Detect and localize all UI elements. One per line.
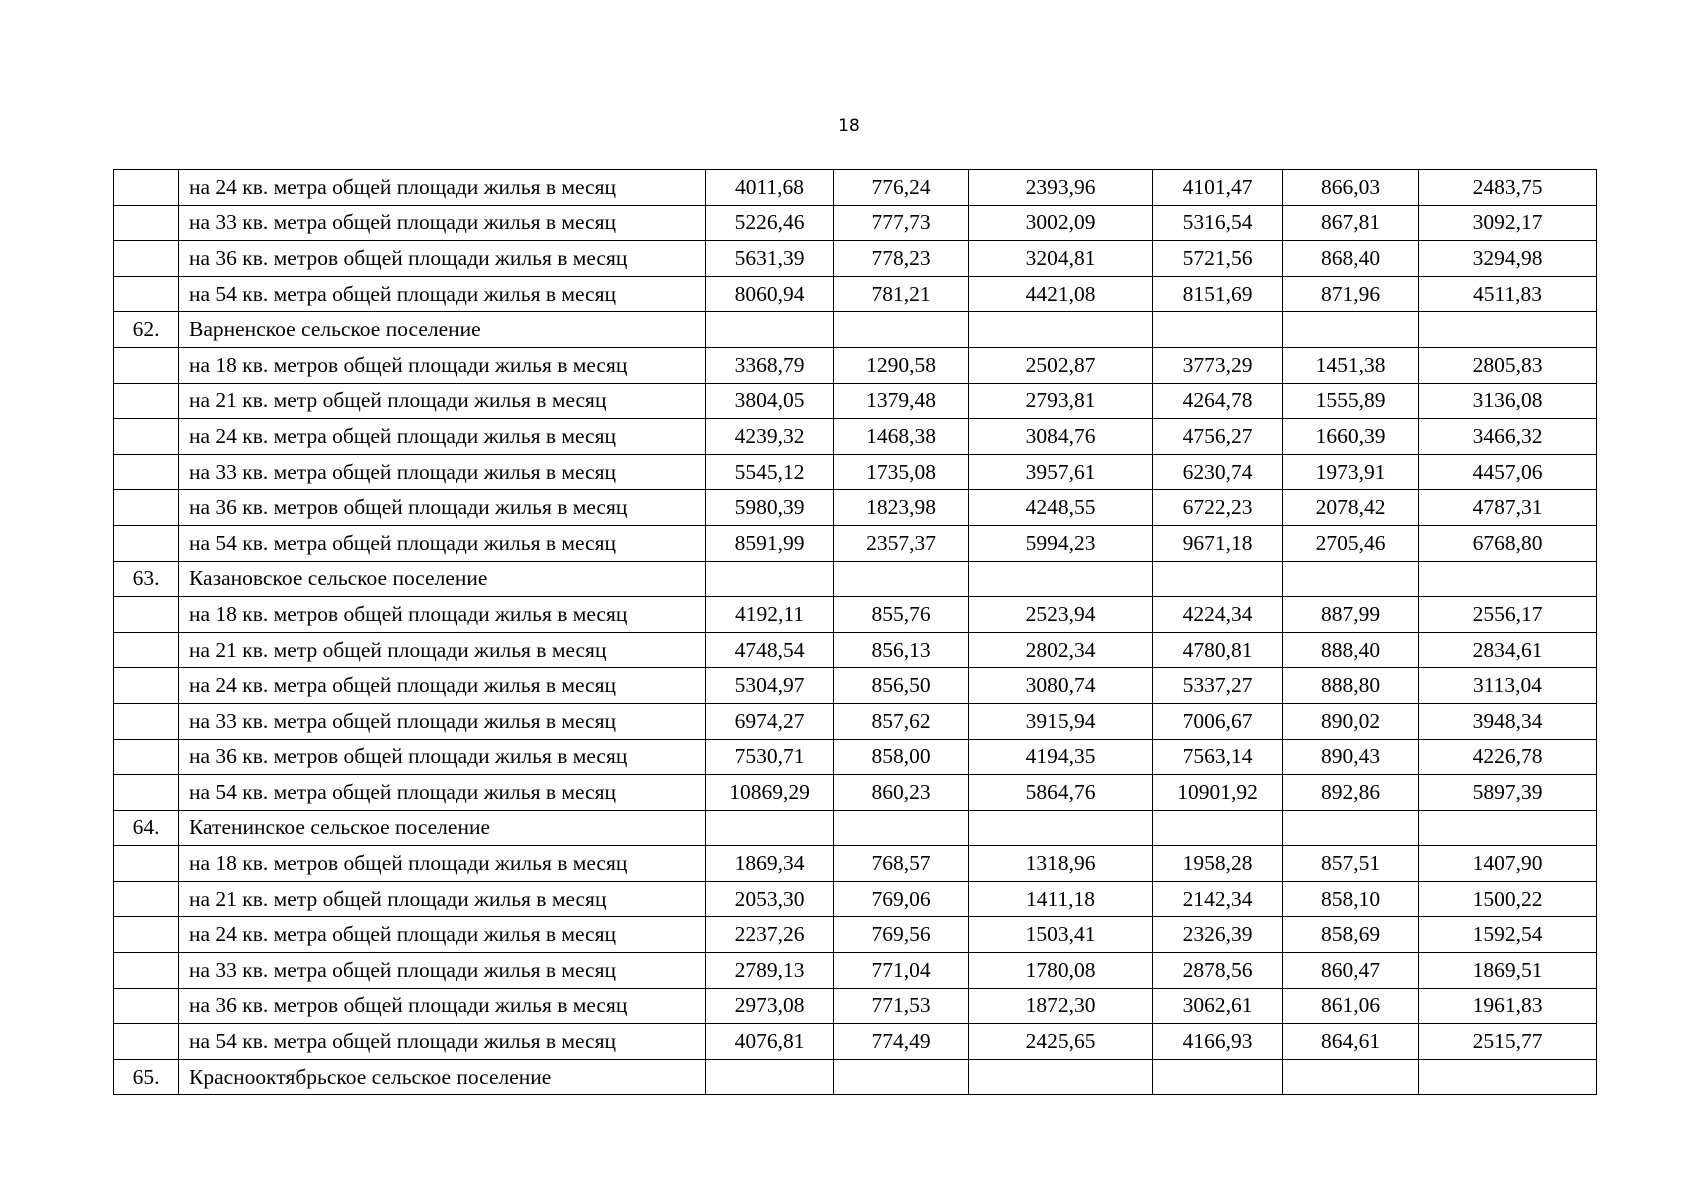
row-number-cell (114, 419, 179, 455)
value-col-1-cell (706, 810, 834, 846)
area-description-cell: на 24 кв. метра общей площади жилья в месяц (179, 170, 706, 206)
area-description-cell: на 24 кв. метра общей площади жилья в месяц (179, 917, 706, 953)
area-description-cell: на 36 кв. метров общей площади жилья в месяц (179, 988, 706, 1024)
value-col-3-cell: 3957,61 (969, 454, 1153, 490)
value-col-6-cell (1419, 810, 1597, 846)
area-description-cell: на 18 кв. метров общей площади жилья в месяц (179, 846, 706, 882)
value-col-1-cell (706, 1059, 834, 1095)
area-description-cell: на 21 кв. метр общей площади жилья в месяц (179, 881, 706, 917)
value-col-5-cell: 858,10 (1283, 881, 1419, 917)
value-col-2-cell: 781,21 (834, 276, 969, 312)
value-col-2-cell: 771,04 (834, 953, 969, 989)
value-col-1-cell: 2973,08 (706, 988, 834, 1024)
value-col-2-cell: 857,62 (834, 703, 969, 739)
area-description-cell: на 33 кв. метра общей площади жилья в месяц (179, 205, 706, 241)
value-col-3-cell: 3915,94 (969, 703, 1153, 739)
value-col-1-cell: 6974,27 (706, 703, 834, 739)
value-col-4-cell (1153, 1059, 1283, 1095)
row-number-cell (114, 383, 179, 419)
value-col-4-cell: 4756,27 (1153, 419, 1283, 455)
table-row (114, 170, 1597, 206)
value-col-4-cell: 9671,18 (1153, 525, 1283, 561)
value-col-4-cell: 4166,93 (1153, 1024, 1283, 1060)
row-number-cell: 63. (114, 561, 179, 597)
row-number-cell (114, 241, 179, 277)
area-description-cell: на 18 кв. метров общей площади жилья в месяц (179, 347, 706, 383)
value-col-5-cell: 892,86 (1283, 775, 1419, 811)
value-col-6-cell: 1500,22 (1419, 881, 1597, 917)
table-row (114, 419, 1597, 455)
row-number-cell (114, 703, 179, 739)
value-col-2-cell: 778,23 (834, 241, 969, 277)
value-col-4-cell: 5721,56 (1153, 241, 1283, 277)
row-number-cell (114, 170, 179, 206)
value-col-3-cell: 3002,09 (969, 205, 1153, 241)
value-col-4-cell: 4780,81 (1153, 632, 1283, 668)
value-col-4-cell: 5337,27 (1153, 668, 1283, 704)
row-number-cell (114, 953, 179, 989)
value-col-2-cell: 860,23 (834, 775, 969, 811)
value-col-2-cell: 1468,38 (834, 419, 969, 455)
area-description-cell: на 33 кв. метра общей площади жилья в месяц (179, 703, 706, 739)
value-col-5-cell: 858,69 (1283, 917, 1419, 953)
value-col-4-cell (1153, 561, 1283, 597)
table-row (114, 347, 1597, 383)
row-number-cell (114, 917, 179, 953)
value-col-1-cell: 5631,39 (706, 241, 834, 277)
value-col-3-cell (969, 561, 1153, 597)
value-col-5-cell: 888,80 (1283, 668, 1419, 704)
value-col-1-cell: 5545,12 (706, 454, 834, 490)
value-col-6-cell: 1869,51 (1419, 953, 1597, 989)
value-col-3-cell: 2393,96 (969, 170, 1153, 206)
value-col-6-cell: 3466,32 (1419, 419, 1597, 455)
value-col-5-cell: 1660,39 (1283, 419, 1419, 455)
value-col-3-cell: 1318,96 (969, 846, 1153, 882)
value-col-6-cell: 2483,75 (1419, 170, 1597, 206)
value-col-5-cell (1283, 1059, 1419, 1095)
value-col-4-cell: 8151,69 (1153, 276, 1283, 312)
value-col-1-cell: 5980,39 (706, 490, 834, 526)
area-description-cell: на 36 кв. метров общей площади жилья в месяц (179, 490, 706, 526)
value-col-1-cell (706, 561, 834, 597)
value-col-6-cell: 3136,08 (1419, 383, 1597, 419)
value-col-6-cell: 4511,83 (1419, 276, 1597, 312)
value-col-5-cell (1283, 312, 1419, 348)
value-col-6-cell: 6768,80 (1419, 525, 1597, 561)
value-col-2-cell: 855,76 (834, 597, 969, 633)
value-col-5-cell: 890,02 (1283, 703, 1419, 739)
area-description-cell: на 36 кв. метров общей площади жилья в месяц (179, 241, 706, 277)
value-col-2-cell: 856,50 (834, 668, 969, 704)
value-col-5-cell: 867,81 (1283, 205, 1419, 241)
value-col-2-cell: 1290,58 (834, 347, 969, 383)
row-number-cell (114, 1024, 179, 1060)
row-number-cell (114, 490, 179, 526)
value-col-5-cell: 1555,89 (1283, 383, 1419, 419)
value-col-2-cell: 776,24 (834, 170, 969, 206)
value-col-6-cell: 5897,39 (1419, 775, 1597, 811)
value-col-6-cell: 4226,78 (1419, 739, 1597, 775)
row-number-cell (114, 775, 179, 811)
value-col-3-cell: 2802,34 (969, 632, 1153, 668)
value-col-4-cell: 2326,39 (1153, 917, 1283, 953)
value-col-3-cell: 5864,76 (969, 775, 1153, 811)
value-col-4-cell: 5316,54 (1153, 205, 1283, 241)
area-description-cell: на 54 кв. метра общей площади жилья в месяц (179, 276, 706, 312)
table-row (114, 632, 1597, 668)
value-col-5-cell: 1451,38 (1283, 347, 1419, 383)
value-col-3-cell: 4421,08 (969, 276, 1153, 312)
value-col-1-cell: 7530,71 (706, 739, 834, 775)
row-number-cell (114, 454, 179, 490)
value-col-2-cell (834, 312, 969, 348)
settlement-name-cell: Казановское сельское поселение (179, 561, 706, 597)
table-row (114, 703, 1597, 739)
area-description-cell: на 54 кв. метра общей площади жилья в месяц (179, 1024, 706, 1060)
value-col-1-cell: 1869,34 (706, 846, 834, 882)
table-row (114, 241, 1597, 277)
value-col-4-cell: 2878,56 (1153, 953, 1283, 989)
area-description-cell: на 18 кв. метров общей площади жилья в месяц (179, 597, 706, 633)
value-col-4-cell: 6722,23 (1153, 490, 1283, 526)
value-col-6-cell: 4787,31 (1419, 490, 1597, 526)
settlement-header-row (114, 312, 1597, 348)
value-col-4-cell: 6230,74 (1153, 454, 1283, 490)
value-col-3-cell: 5994,23 (969, 525, 1153, 561)
row-number-cell (114, 205, 179, 241)
value-col-6-cell: 3113,04 (1419, 668, 1597, 704)
value-col-1-cell: 4239,32 (706, 419, 834, 455)
value-col-6-cell: 2834,61 (1419, 632, 1597, 668)
value-col-6-cell (1419, 561, 1597, 597)
row-number-cell (114, 347, 179, 383)
value-col-4-cell: 7563,14 (1153, 739, 1283, 775)
value-col-2-cell (834, 1059, 969, 1095)
value-col-4-cell (1153, 810, 1283, 846)
value-col-5-cell: 2705,46 (1283, 525, 1419, 561)
value-col-2-cell (834, 810, 969, 846)
settlement-name-cell: Варненское сельское поселение (179, 312, 706, 348)
value-col-1-cell: 4192,11 (706, 597, 834, 633)
value-col-4-cell (1153, 312, 1283, 348)
value-col-1-cell: 10869,29 (706, 775, 834, 811)
row-number-cell (114, 597, 179, 633)
value-col-5-cell (1283, 561, 1419, 597)
value-col-4-cell: 3773,29 (1153, 347, 1283, 383)
value-col-1-cell: 3804,05 (706, 383, 834, 419)
value-col-3-cell: 3080,74 (969, 668, 1153, 704)
value-col-3-cell: 1503,41 (969, 917, 1153, 953)
value-col-6-cell: 3092,17 (1419, 205, 1597, 241)
table-row (114, 597, 1597, 633)
value-col-2-cell: 856,13 (834, 632, 969, 668)
value-col-3-cell: 3084,76 (969, 419, 1153, 455)
table-row (114, 1024, 1597, 1060)
table-row (114, 846, 1597, 882)
value-col-2-cell: 777,73 (834, 205, 969, 241)
value-col-2-cell (834, 561, 969, 597)
settlement-name-cell: Катенинское сельское поселение (179, 810, 706, 846)
value-col-4-cell: 7006,67 (1153, 703, 1283, 739)
value-col-2-cell: 771,53 (834, 988, 969, 1024)
value-col-1-cell: 4748,54 (706, 632, 834, 668)
value-col-2-cell: 858,00 (834, 739, 969, 775)
value-col-5-cell: 871,96 (1283, 276, 1419, 312)
table-row (114, 383, 1597, 419)
value-col-5-cell: 868,40 (1283, 241, 1419, 277)
value-col-2-cell: 769,06 (834, 881, 969, 917)
area-description-cell: на 24 кв. метра общей площади жилья в месяц (179, 419, 706, 455)
value-col-3-cell: 2523,94 (969, 597, 1153, 633)
value-col-1-cell: 2789,13 (706, 953, 834, 989)
value-col-6-cell (1419, 1059, 1597, 1095)
value-col-2-cell: 2357,37 (834, 525, 969, 561)
area-description-cell: на 36 кв. метров общей площади жилья в месяц (179, 739, 706, 775)
row-number-cell (114, 668, 179, 704)
table-row (114, 739, 1597, 775)
table-row (114, 881, 1597, 917)
value-col-1-cell (706, 312, 834, 348)
value-col-6-cell: 2515,77 (1419, 1024, 1597, 1060)
table-row (114, 775, 1597, 811)
settlement-name-cell: Краснооктябрьское сельское поселение (179, 1059, 706, 1095)
value-col-4-cell: 4264,78 (1153, 383, 1283, 419)
page-number: 18 (838, 116, 860, 136)
row-number-cell (114, 846, 179, 882)
value-col-2-cell: 1735,08 (834, 454, 969, 490)
value-col-6-cell: 1407,90 (1419, 846, 1597, 882)
value-col-2-cell: 768,57 (834, 846, 969, 882)
value-col-5-cell: 864,61 (1283, 1024, 1419, 1060)
value-col-3-cell: 1872,30 (969, 988, 1153, 1024)
value-col-4-cell: 10901,92 (1153, 775, 1283, 811)
value-col-1-cell: 2053,30 (706, 881, 834, 917)
value-col-6-cell: 3294,98 (1419, 241, 1597, 277)
table-row (114, 525, 1597, 561)
row-number-cell (114, 632, 179, 668)
value-col-5-cell: 887,99 (1283, 597, 1419, 633)
value-col-1-cell: 2237,26 (706, 917, 834, 953)
row-number-cell: 62. (114, 312, 179, 348)
table-row (114, 988, 1597, 1024)
value-col-1-cell: 4076,81 (706, 1024, 834, 1060)
area-description-cell: на 24 кв. метра общей площади жилья в месяц (179, 668, 706, 704)
value-col-6-cell (1419, 312, 1597, 348)
area-description-cell: на 21 кв. метр общей площади жилья в месяц (179, 632, 706, 668)
value-col-5-cell (1283, 810, 1419, 846)
value-col-3-cell: 2502,87 (969, 347, 1153, 383)
table-row (114, 917, 1597, 953)
value-col-5-cell: 890,43 (1283, 739, 1419, 775)
row-number-cell (114, 881, 179, 917)
table-row (114, 668, 1597, 704)
settlement-header-row (114, 810, 1597, 846)
value-col-1-cell: 5226,46 (706, 205, 834, 241)
row-number-cell: 65. (114, 1059, 179, 1095)
table-row (114, 205, 1597, 241)
value-col-3-cell: 4248,55 (969, 490, 1153, 526)
value-col-3-cell: 1780,08 (969, 953, 1153, 989)
value-col-5-cell: 2078,42 (1283, 490, 1419, 526)
value-col-6-cell: 3948,34 (1419, 703, 1597, 739)
area-description-cell: на 21 кв. метр общей площади жилья в месяц (179, 383, 706, 419)
area-description-cell: на 54 кв. метра общей площади жилья в месяц (179, 775, 706, 811)
value-col-2-cell: 1823,98 (834, 490, 969, 526)
settlement-header-row (114, 1059, 1597, 1095)
row-number-cell (114, 988, 179, 1024)
row-number-cell (114, 739, 179, 775)
row-number-cell (114, 525, 179, 561)
value-col-5-cell: 866,03 (1283, 170, 1419, 206)
value-col-3-cell: 2425,65 (969, 1024, 1153, 1060)
value-col-2-cell: 774,49 (834, 1024, 969, 1060)
row-number-cell (114, 276, 179, 312)
value-col-3-cell: 3204,81 (969, 241, 1153, 277)
row-number-cell: 64. (114, 810, 179, 846)
value-col-4-cell: 1958,28 (1153, 846, 1283, 882)
table-row (114, 953, 1597, 989)
value-col-5-cell: 860,47 (1283, 953, 1419, 989)
value-col-2-cell: 1379,48 (834, 383, 969, 419)
value-col-3-cell (969, 810, 1153, 846)
value-col-5-cell: 861,06 (1283, 988, 1419, 1024)
settlement-header-row (114, 561, 1597, 597)
value-col-3-cell: 4194,35 (969, 739, 1153, 775)
value-col-1-cell: 4011,68 (706, 170, 834, 206)
value-col-4-cell: 2142,34 (1153, 881, 1283, 917)
value-col-5-cell: 857,51 (1283, 846, 1419, 882)
area-description-cell: на 33 кв. метра общей площади жилья в месяц (179, 454, 706, 490)
value-col-3-cell: 2793,81 (969, 383, 1153, 419)
table-row (114, 276, 1597, 312)
value-col-6-cell: 4457,06 (1419, 454, 1597, 490)
area-description-cell: на 54 кв. метра общей площади жилья в месяц (179, 525, 706, 561)
value-col-5-cell: 888,40 (1283, 632, 1419, 668)
tariff-table (113, 169, 1597, 1095)
value-col-1-cell: 8060,94 (706, 276, 834, 312)
value-col-2-cell: 769,56 (834, 917, 969, 953)
value-col-3-cell (969, 312, 1153, 348)
value-col-3-cell (969, 1059, 1153, 1095)
area-description-cell: на 33 кв. метра общей площади жилья в месяц (179, 953, 706, 989)
value-col-4-cell: 4101,47 (1153, 170, 1283, 206)
table-row (114, 490, 1597, 526)
value-col-3-cell: 1411,18 (969, 881, 1153, 917)
value-col-1-cell: 5304,97 (706, 668, 834, 704)
value-col-4-cell: 4224,34 (1153, 597, 1283, 633)
value-col-6-cell: 1961,83 (1419, 988, 1597, 1024)
value-col-5-cell: 1973,91 (1283, 454, 1419, 490)
table-row (114, 454, 1597, 490)
table-body (114, 170, 1597, 1095)
value-col-6-cell: 2805,83 (1419, 347, 1597, 383)
value-col-1-cell: 3368,79 (706, 347, 834, 383)
value-col-4-cell: 3062,61 (1153, 988, 1283, 1024)
value-col-6-cell: 1592,54 (1419, 917, 1597, 953)
value-col-6-cell: 2556,17 (1419, 597, 1597, 633)
value-col-1-cell: 8591,99 (706, 525, 834, 561)
